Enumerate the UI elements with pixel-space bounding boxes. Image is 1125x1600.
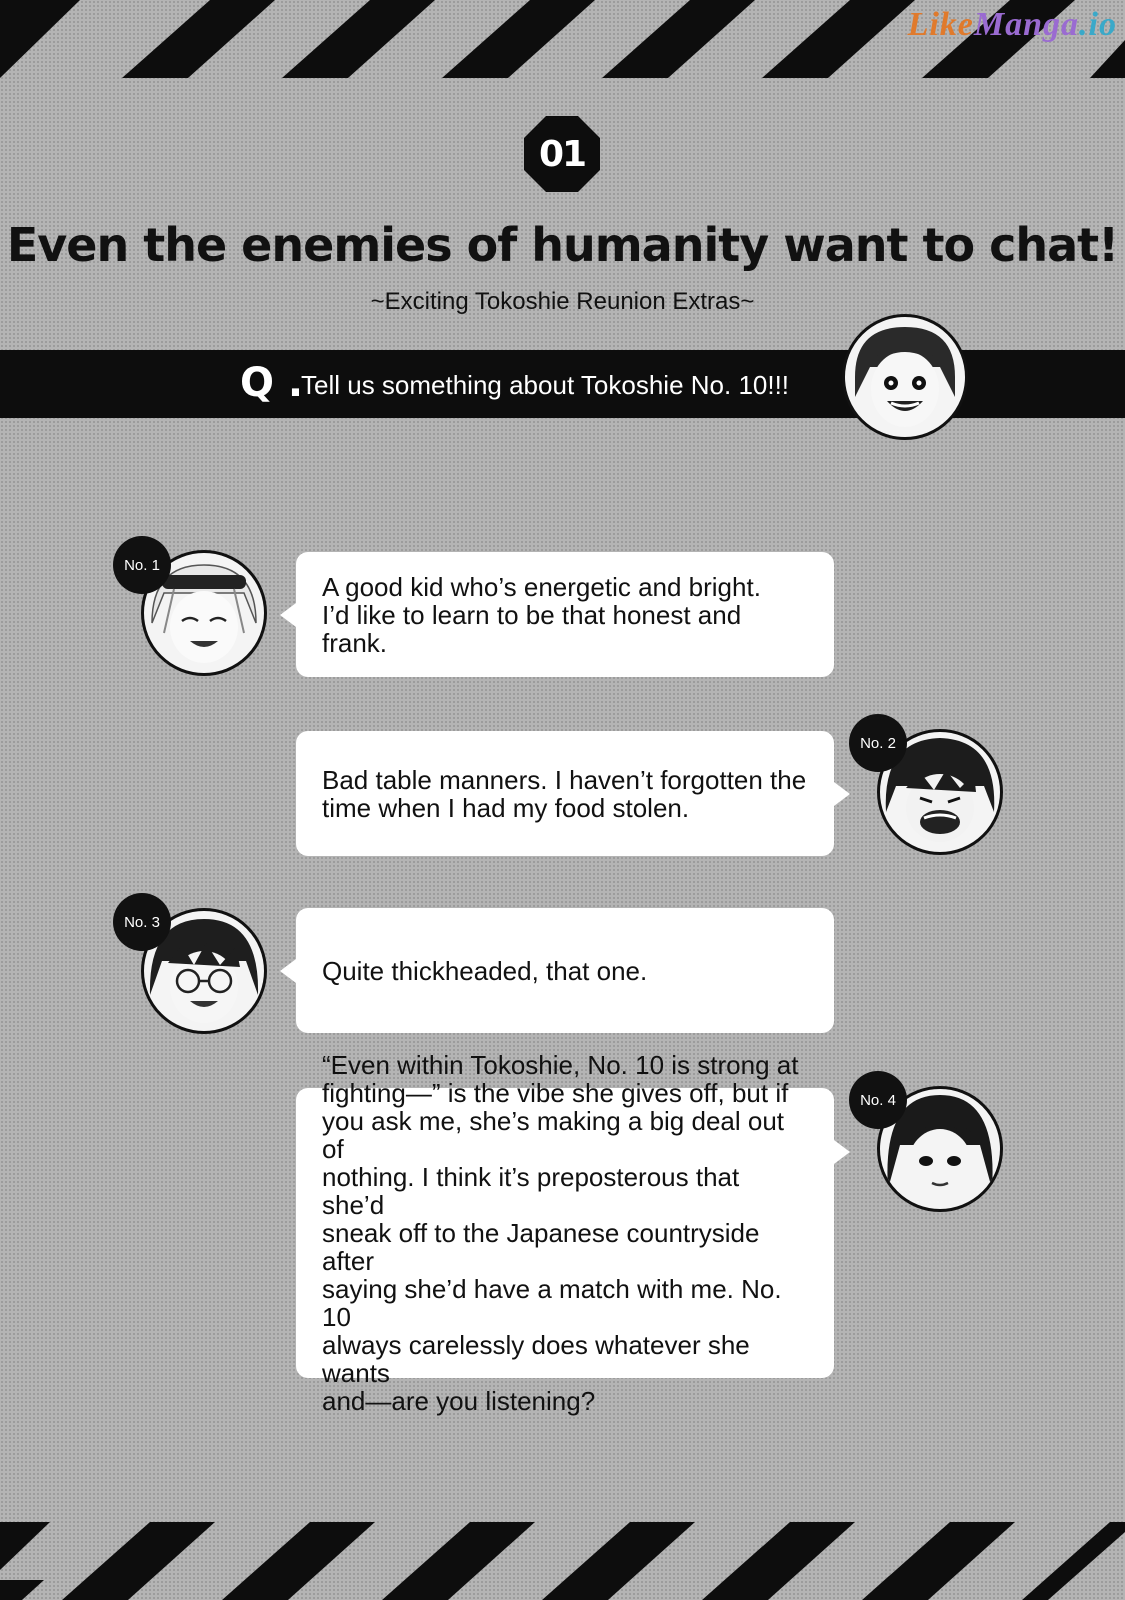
- bubble-tail: [834, 1140, 850, 1164]
- page-subtitle: ~Exciting Tokoshie Reunion Extras~: [370, 288, 755, 315]
- no2-tag: No. 2: [849, 714, 907, 772]
- host-avatar: [842, 314, 968, 440]
- no4-comment: “Even within Tokoshie, No. 10 is strong at fighting—” is the vibe she gives off, but if you ask me, she’s making a big deal out of nothing. I think it’s preposterous that she’d sneak off to the Japanese countryside after saying she’d have a match with me. No. 10 always carelessly does whatever she wants and—are you listening?: [322, 1050, 799, 1416]
- bubble-tail: [280, 603, 296, 627]
- no1-speech-bubble: [296, 552, 834, 677]
- no2-speech-bubble: [296, 731, 834, 856]
- no2-comment: Bad table manners. I haven’t forgotten the time when I had my food stolen.: [322, 764, 807, 823]
- no3-speech-bubble: [296, 908, 834, 1033]
- page-title: Even the enemies of humanity want to chat!: [6, 218, 1119, 272]
- bubble-tail: [834, 782, 850, 806]
- watermark-part-3: .io: [1079, 6, 1117, 43]
- no3-comment: Quite thickheaded, that one.: [322, 955, 648, 986]
- bubble-tail: [280, 959, 296, 983]
- chapter-badge-number: 01: [538, 133, 586, 175]
- site-watermark: [908, 6, 1117, 44]
- no4-tag: No. 4: [849, 1071, 907, 1129]
- question-text: Tell us something about Tokoshie No. 10!!!: [301, 370, 790, 400]
- no4-speech-bubble: [296, 1050, 834, 1416]
- watermark-part-1: Like: [907, 6, 974, 43]
- no3-tag: No. 3: [113, 893, 171, 951]
- no1-comment: A good kid who’s energetic and bright. I’d like to learn to be that honest and frank.: [322, 571, 761, 658]
- question-mark-label: Q .: [240, 360, 304, 406]
- no1-tag: No. 1: [113, 536, 171, 594]
- watermark-part-2: Manga: [973, 6, 1080, 43]
- bottom-hazard-stripes: [0, 1522, 1125, 1600]
